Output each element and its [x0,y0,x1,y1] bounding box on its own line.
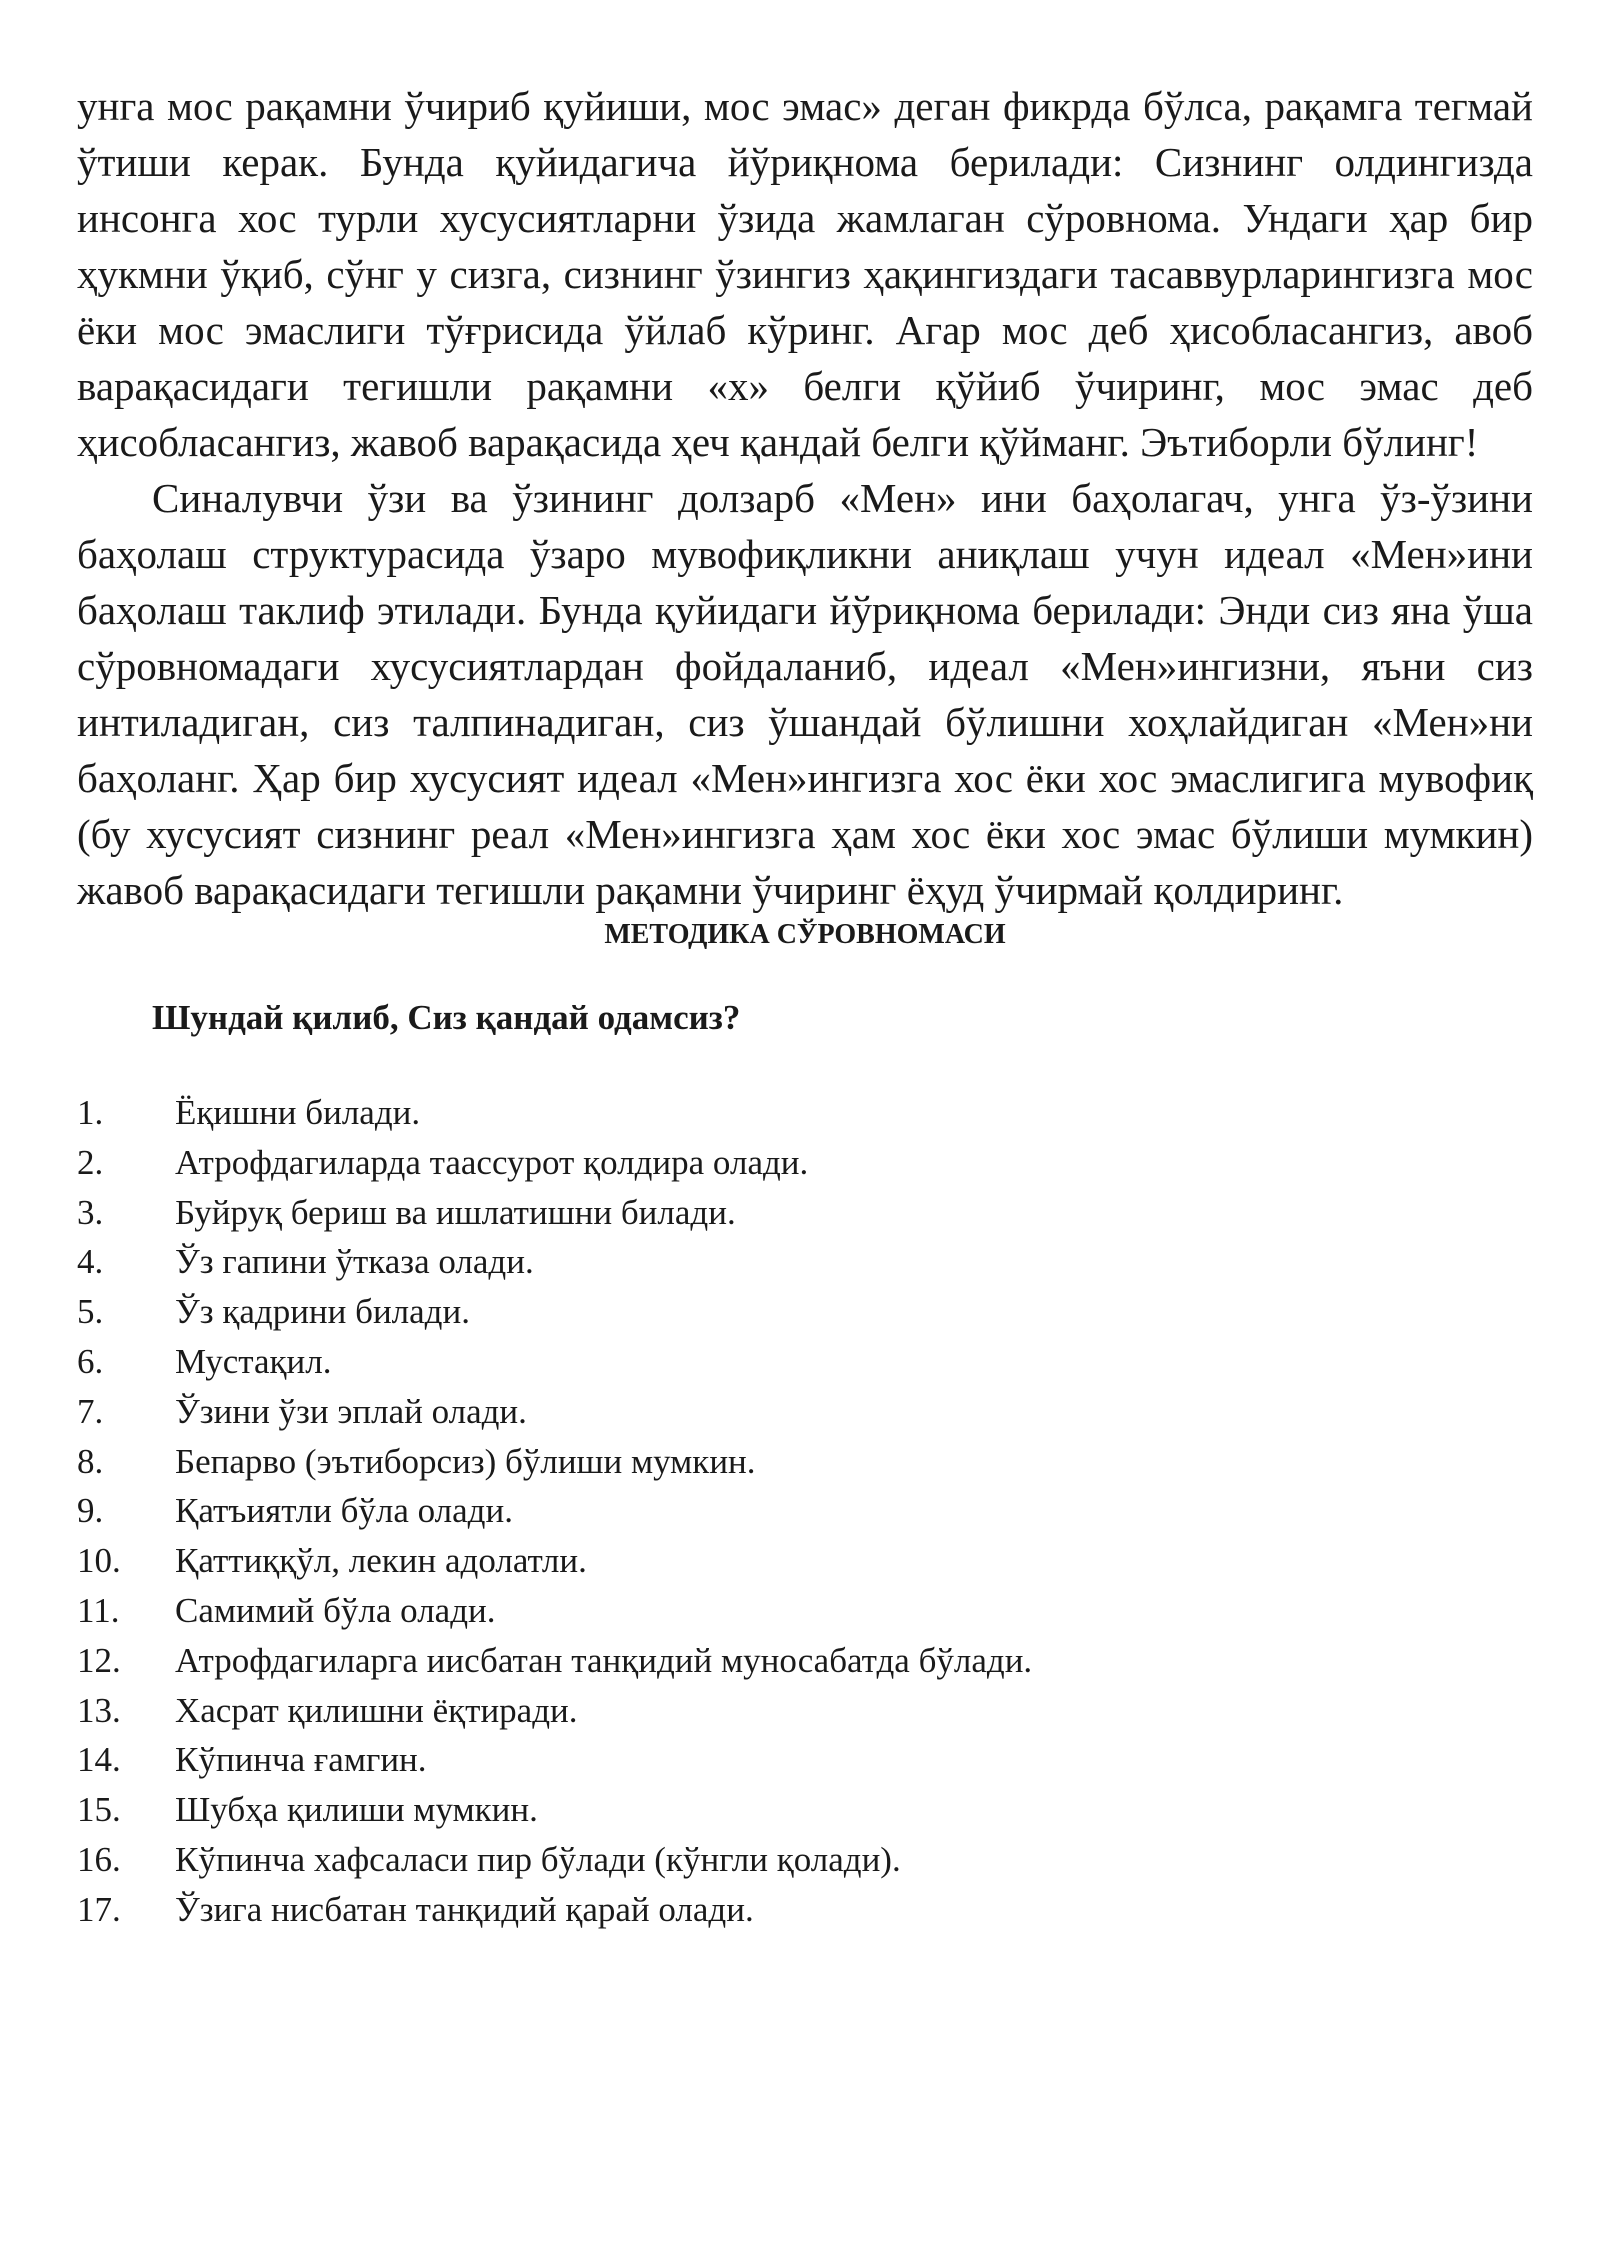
item-text: Ўз гапини ўтказа олади. [175,1242,534,1282]
item-text: Ўз қадрини билади. [175,1292,470,1332]
item-number: 7. [77,1391,104,1431]
list-item [77,1138,1533,1188]
item-number: 6. [77,1341,104,1381]
list-item [77,1437,1533,1487]
item-number: 12. [77,1640,121,1680]
item-number: 5. [77,1292,104,1332]
item-number: 15. [77,1790,121,1830]
section-title: МЕТОДИКА СЎРОВНОМАСИ [604,919,1006,950]
list-item [77,1188,1533,1238]
list-item [77,1337,1533,1387]
item-text: Ёқишни билади. [175,1093,421,1132]
item-number: 16. [77,1839,121,1879]
item-number: 10. [77,1541,121,1581]
list-item [77,1536,1533,1586]
item-text: Мустақил. [175,1341,332,1381]
item-text: Атрофдагиларда таассурот қолдира олади. [175,1142,809,1182]
item-number: 4. [77,1242,104,1282]
item-text: Шубҳа қилиши мумкин. [175,1790,538,1830]
list-item [77,1785,1533,1835]
item-text: Самимий бўла олади. [175,1590,496,1630]
item-number: 2. [77,1142,104,1182]
paragraph: Синалувчи ўзи ва ўзининг долзарб «Мен» ини баҳолагач, унга ўз-ўзини баҳолаш структурасида ўзаро мувофиқликни аниқлаш учун идеал «Мен»ини баҳолаш таклиф этилади. Бунда қуйидаги йўриқнома берилади: Энди сиз яна ўша сўровномадаги хусусиятлардан фойдаланиб, идеал «Мен»ингизни, яъни сиз интиладиган, сиз талпинадиган, сиз ўшандай бўлишни хоҳлайдиган «Мен»ни баҳоланг. Ҳар бир хусусият идеал «Мен»ингизга хос ёки хос эмаслигига мувофиқ (бу хусусият сизнинг реал «Мен»ингизга ҳам хос ёки хос эмас бўлиши мумкин) жавоб варақасидаги тегишли рақамни ўчиринг ёҳуд ўчирмай қолдиринг. [77,475,1533,913]
list-item [77,1237,1533,1287]
list-item [77,1885,1533,1935]
item-text: Қаттиққўл, лекин адолатли. [175,1541,587,1581]
item-number: 3. [77,1192,104,1232]
item-number: 14. [77,1740,121,1780]
list-item [77,1287,1533,1337]
item-text: Қатъиятли бўла олади. [175,1491,513,1531]
paragraph: унга мос рақамни ўчириб қуйиши, мос эмас» деган фикрда бўлса, рақамга тегмай ўтиши керак. Бунда қуйидагича йўриқнома берилади: Сизнинг олдингизда инсонга хос турли хусусиятларни ўзида жамлаган сўровнома. Ундаги ҳар бир ҳукмни ўқиб, сўнг у сизга, сизнинг ўзингиз ҳақингиздаги тасаввурларингизга мос ёки мос эмаслиги тўғрисида ўйлаб кўринг. Агар мос деб ҳисобласангиз, авоб варақасидаги тегишли рақамни «х» белги қўйиб ўчиринг, мос эмас деб ҳисобласангиз, жавоб варақасида ҳеч қандай белги қўйманг. Эътиборли бўлинг! [77,83,1533,465]
list-item [77,1486,1533,1536]
item-text: Кўпинча хафсаласи пир бўлади (кўнгли қолади). [175,1839,901,1879]
item-number: 8. [77,1441,104,1481]
item-number: 17. [77,1889,121,1929]
item-text: Ўзига нисбатан танқидий қарай олади. [175,1889,754,1929]
item-number: 9. [77,1491,104,1531]
list-item [77,1686,1533,1736]
document-page [77,78,1533,1935]
list-item [77,1835,1533,1885]
list-item [77,1088,1533,1138]
list-item [77,1636,1533,1686]
list-item [77,1586,1533,1636]
item-text: Бепарво (эътиборсиз) бўлиши мумкин. [175,1441,756,1481]
item-number: 1. [77,1093,104,1132]
item-number: 11. [77,1590,120,1630]
question-heading: Шундай қилиб, Сиз қандай одамсиз? [152,998,741,1037]
item-text: Хасрат қилишни ёқтиради. [175,1690,578,1730]
item-text: Буйруқ бериш ва ишлатишни билади. [175,1192,736,1232]
list-item [77,1735,1533,1785]
item-text: Кўпинча ғамгин. [175,1740,427,1780]
item-number: 13. [77,1690,121,1730]
questionnaire-list [77,1088,1533,1935]
list-item [77,1387,1533,1437]
item-text: Атрофдагиларга иисбатан танқидий муносабатда бўлади. [175,1640,1033,1680]
item-text: Ўзини ўзи эплай олади. [175,1391,527,1431]
